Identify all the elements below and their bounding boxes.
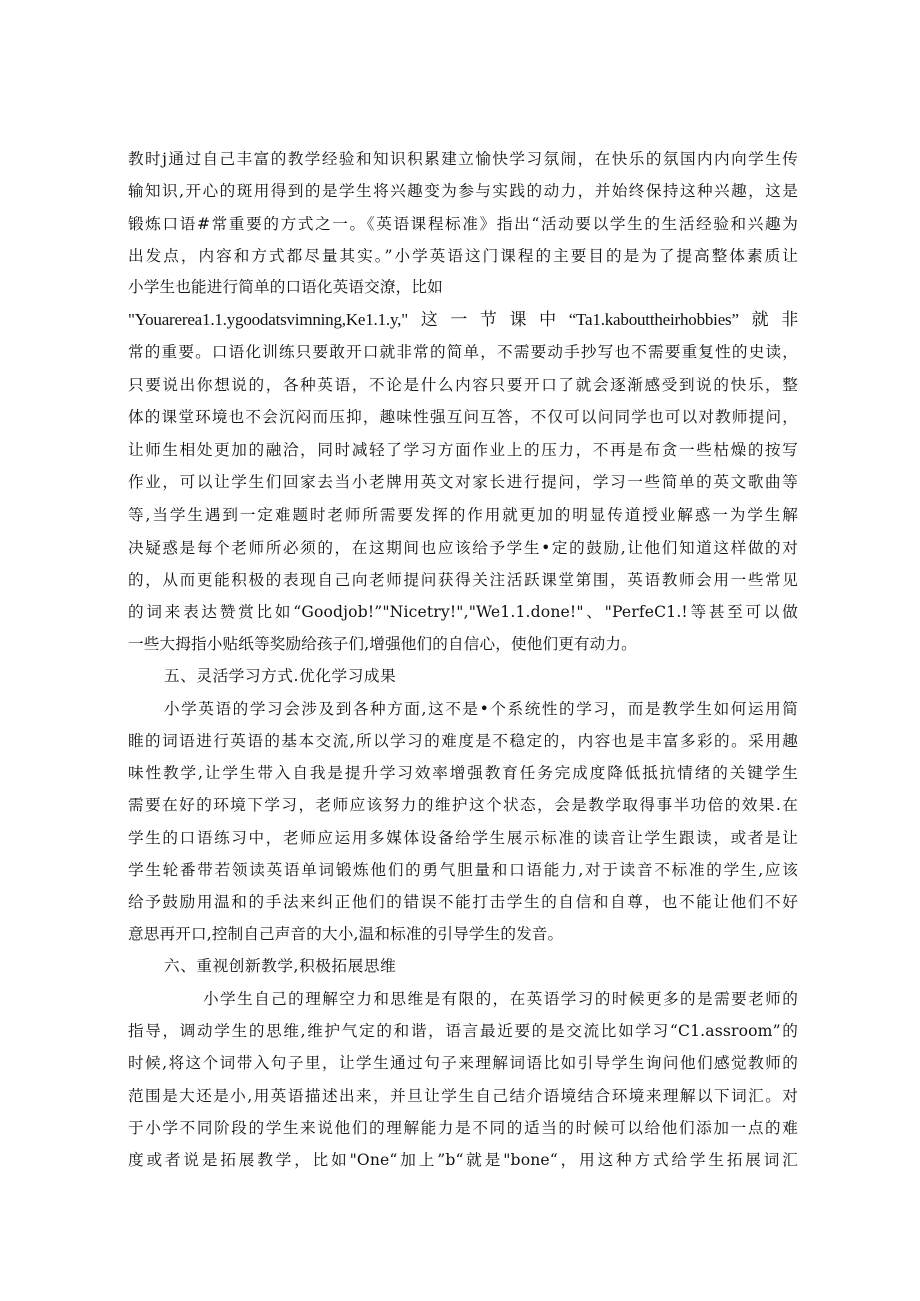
text-line-3: 锻炼口语#常重要的方式之一。《英语课程标准》指出“活动要以学生的生活经验和兴趣为: [128, 215, 798, 233]
section-heading-5: 五、灵活学习方式.优化学习成果: [164, 667, 397, 685]
text-line-16: 一些大拇指小贴纸等奖励给孩子们,增强他们的自信心，使他们更有动力。: [128, 635, 637, 653]
text-line-27: 小学生自己的理解空力和思维是有限的，在英语学习的时候更多的是需要老师的: [203, 990, 798, 1008]
text-line-29: 时候,将这个词带入句子里，让学生通过句子来理解词语比如引导学生询问他们感觉教师的: [128, 1054, 798, 1072]
text-line-1: 教时j通过自己丰富的教学经验和知识积累建立愉快学习氛闹，在快乐的氛国内内向学生传: [128, 150, 798, 168]
text-line-10: 让师生相处更加的融洽，同时减轻了学习方面作业上的压力，不再是布贪一些枯燥的按写: [128, 441, 798, 459]
text-line-8: 只要说出你想说的，各种英语，不论是什么内容只要开口了就会逐渐感受到说的快乐，整: [128, 376, 798, 394]
text-line-2: 输知识,开心的斑用得到的是学生将兴趣变为参与实践的动力，并始终保持这种兴趣，这是: [128, 182, 798, 200]
text-line-22: 学生的口语练习中，老师应运用多媒体设备给学生展示标准的读音让学生跟读，或者是让: [128, 829, 798, 847]
text-line-31: 于小学不同阶段的学生来说他们的理解能力是不同的适当的时候可以给他们添加一点的难: [128, 1119, 798, 1137]
text-line-6: "Youarerea1.1.ygoodatsvimning,Ke1.1.y,"这一节课中“Ta1.kabouttheirhobbies”就非: [128, 310, 798, 329]
text-line-15: 的词来表达赞赏比如“Goodjob!”"Nicetry!","We1.1.done!"、"PerfeC1.!等甚至可以做: [128, 603, 798, 621]
text-line-30: 范围是大还是小,用英语描述出来，并旦让学生自己结介语境结合环境来理解以下词汇。对: [128, 1087, 798, 1105]
text-line-24: 给予鼓励用温和的手法来纠正他们的错误不能打击学生的自信和自尊，也不能让他们不好: [128, 893, 798, 911]
text-line-28: 指导，调动学生的思维,维护气定的和谐，语言最近要的是交流比如学习“C1.assroom”的: [128, 1022, 798, 1040]
text-line-18: 小学英语的学习会涉及到各种方面,这不是•个系统性的学习，而是教学生如何运用简: [164, 700, 798, 718]
text-line-9: 体的课堂环境也不会沉闷而压抑，趣味性强互问互答，不仅可以问同学也可以对教师提问，: [128, 408, 798, 426]
text-line-25: 意思再开口,控制自己声音的大小,温和标准的引导学生的发音。: [128, 925, 564, 943]
text-line-11: 作业，可以让学生们回家去当小老牌用英文对家长进行提问，学习一些简单的英文歌曲等: [128, 473, 798, 491]
text-line-4: 出发点，内容和方式都尽量其实。”小学英语这门课程的主要目的是为了提高整体素质让: [128, 247, 798, 265]
text-line-7: 常的重要。口语化训练只要敢开口就非常的简单，不需要动手抄写也不需要重复性的史读，: [128, 343, 798, 361]
text-line-21: 需要在好的环境下学习，老师应该努力的维护这个状态，会是教学取得事半功倍的效果.在: [128, 796, 798, 814]
text-line-19: 睢的词语进行英语的基本交流,所以学习的难度是不稳定的，内容也是丰富多彩的。采用趣: [128, 732, 798, 750]
text-line-20: 味性教学,让学生带入自我是提升学习效率增强教育任务完成度降低抵抗情绪的关键学生: [128, 764, 798, 782]
section-heading-6: 六、重视创新教学,积极拓展思维: [164, 957, 397, 975]
text-line-23: 学生轮番带若领读英语单词锻炼他们的勇气胆量和口语能力,对于读音不标准的学生,应该: [128, 861, 798, 879]
text-line-12: 等,当学生遇到一定难题时老师所需要发挥的作用就更加的明显传道授业解惑一为学生解: [128, 506, 798, 524]
text-line-32: 度或者说是拓展教学，比如"One“加上”b“就是"bone“，用这种方式给学生拓展词汇: [128, 1151, 798, 1169]
text-line-14: 的，从而更能积极的表现自己向老师提问获得关注活跃课堂第围，英语教师会用一些常见: [128, 571, 798, 589]
text-line-13: 决疑惑是每个老师所必须的，在这期间也应该给予学生•定的鼓励,让他们知道这样做的对: [128, 539, 798, 557]
text-line-5: 小学生也能进行简单的口语化英语交潦，比如: [128, 278, 443, 296]
